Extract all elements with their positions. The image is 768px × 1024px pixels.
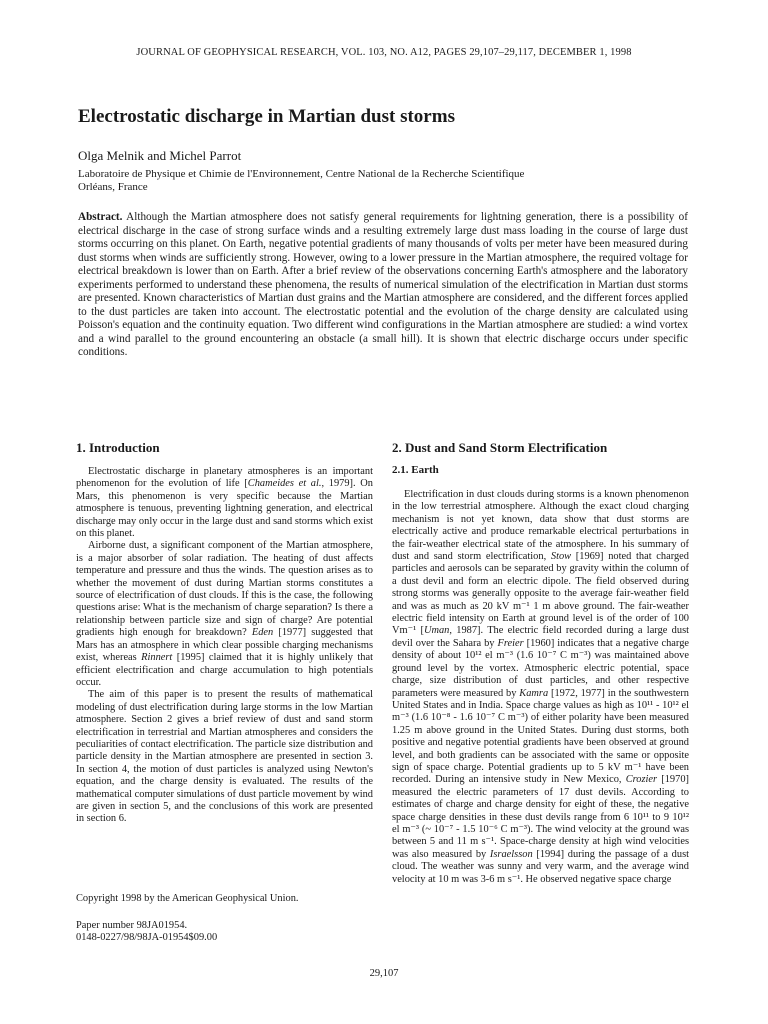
- text-run: [1994] during the passage of a dust cloud. The weather was sunny and very warm, and the average wind velocity at 10 m was 3-6 m s⁻¹. He observed negative space charge: [392, 848, 690, 885]
- citation: Crozier: [625, 774, 658, 786]
- abstract: [78, 211, 688, 360]
- citation: Israelsson: [489, 848, 533, 860]
- abstract-text: Although the Martian atmosphere does not satisfy general requirements for lightning generation, there is a possibility of electrical discharge in the case of strong surface winds and a resulting extremely large dust mass loading in the course of large dust storms occurring on this planet. On Earth, negative potential gradients of many thousands of volts per meter have been measured during dust storms when winds are sufficiently strong. However, owing to a lower pressure in the Martian atmosphere, the required voltage for electrical breakdown is lower than on Earth. After a brief review of the observations concerning Earth's atmosphere and the laboratory experiments performed to understand these phenomena, the results of numerical simulation of the electrification in Martian dust storms are presented. Known characteristics of Martian dust grains and the Martian atmosphere are considered, and the different forces applied to the dust particles are taken into account. The electrostatic potential and the evolution of the charge density are calculated using Poisson's equation and the continuity equation. Two different wind configurations in the Martian atmosphere are studied: a wind vortex and a wind parallel to the ground encountering an obstacle (a small hill). It is shown that electric discharge occurs under specific conditions.: [78, 211, 688, 359]
- issn: 0148-0227/98/98JA-01954$09.00: [76, 932, 218, 944]
- text-run: [1995] claimed that it is highly unlikely that efficient electrification and charge accumulation to high potentials occur.: [76, 652, 373, 688]
- paper-number: Paper number 98JA01954.: [76, 920, 188, 931]
- paragraph: The aim of this paper is to present the results of mathematical modeling of dust electrification during large storms in the low Martian atmosphere. Section 2 gives a brief review of dust and sand storm electrification in terrestrial and Martian atmospheres and considers the peculiarities of contact electrification. The particle size distribution and particle density in the Martian atmosphere are presented in section 3. In section 4, the motion of dust particles is analyzed using Newton's equation, and the charge density is evaluated. The results of the mathematical computer simulations of dust particle movement by wind are given in section 5, and the conclusions of this work are presented in section 6.: [76, 689, 373, 825]
- citation: Eden: [251, 627, 274, 639]
- paragraph: [76, 466, 373, 540]
- article-title: Electrostatic discharge in Martian dust storms: [78, 106, 455, 127]
- affiliation: [78, 168, 698, 194]
- text-run: [1977] suggested that Mars has an atmosphere in which clear possible charging mechanisms exist, whereas: [76, 627, 373, 664]
- citation: Uman: [423, 625, 450, 637]
- copyright-notice: Copyright 1998 by the American Geophysical Union.: [76, 893, 299, 904]
- citation: Chameides et al.: [247, 478, 322, 490]
- paper-number-block: [76, 920, 373, 945]
- affiliation-line: Laboratoire de Physique et Chimie de l'Environnement, Centre National de la Recherche Scientifique: [78, 168, 525, 180]
- citation: Rinnert: [141, 652, 173, 664]
- running-head: JOURNAL OF GEOPHYSICAL RESEARCH, VOL. 103, NO. A12, PAGES 29,107–29,117, DECEMBER 1, 1998: [136, 47, 632, 58]
- paragraph: [76, 540, 373, 689]
- paragraph: [392, 489, 689, 886]
- section-heading-introduction: 1. Introduction: [76, 440, 160, 455]
- text-run: , 1987]. The electric field recorded during a large dust devil over the Sahara by: [392, 625, 690, 649]
- text-run: [1970] measured the electric parameters of 17 dust devils. According to estimates of charge and charge density for eight of these, the negative space charge densities in these dust devils range from 6 10¹¹ to 9 10¹² el m⁻³ (~ 10⁻⁷ - 1.5 10⁻⁶ C m⁻³). The wind velocity at the ground was between 5 and 11 m s⁻¹. Space-charge density at high wind velocities was also measured by: [392, 774, 689, 860]
- left-column: [76, 440, 373, 826]
- text-run: [1960] indicates that a negative charge density of about 10¹² el m⁻³ (1.6 10⁻⁷ C m⁻³) was maintained above ground level by the vortex. Atmospheric electric potential, space charge, size distribution of dust particles, and other respective parameters were measured by: [392, 637, 689, 699]
- citation: Freier: [497, 637, 524, 649]
- text-run: [1972, 1977] in the southwestern United States and in India. Space charge values as high as 10¹¹ - 10¹² el m⁻³ (1.6 10⁻⁸ - 1.6 10⁻⁷ C m⁻³) of either polarity have been measured 1.25 m above ground in the United States. During dust storms, both positive and negative potential gradients have been observed at ground level, and both gradients can be associated with the same or opposite sign of space charge. Potential gradients up to 5 kV m⁻¹ have been recorded. During an intensive study in New Mexico,: [392, 687, 689, 786]
- text-run: Airborne dust, a significant component of the Martian atmosphere, is a major absorber of solar radiation. The heating of dust affects temperature and pressure and thus the winds. The question arises as to whether the movement of dust during Martian storms constitutes a source of electrification of dust clouds. If this is the case, the following questions arise: What is the mechanism of charge separation? Is there a relationship between particle size and sign of charge? Are potential gradients high enough for breakdown?: [76, 540, 373, 639]
- citation: Kamra: [519, 687, 549, 699]
- abstract-label: Abstract.: [78, 211, 123, 223]
- right-column: [392, 440, 689, 886]
- text-run: , 1979]. On Mars, this phenomenon is very specific because the Martian atmosphere is tenuous, preventing lightning generation, and electrical discharge may only occur in the large dust and sand storms which exist on this planet.: [76, 478, 373, 540]
- affiliation-line: Orléans, France: [78, 181, 148, 193]
- text-run: Electrostatic discharge in planetary atmospheres is an important phenomenon for the evolution of life [: [76, 466, 373, 490]
- citation: Stow: [550, 551, 572, 563]
- text-run: Electrification in dust clouds during storms is a known phenomenon in the low terrestrial atmosphere. Although the exact cloud charging mechanism is not yet known, data show that dust storms are electrically active and produce remarkable electrical perturbations in the fair-weather electrical state of the atmosphere. In his summary of dust and sand storm electrification,: [392, 489, 689, 563]
- subsection-heading-earth: 2.1. Earth: [392, 464, 439, 476]
- section-heading-dust-storm: 2. Dust and Sand Storm Electrification: [392, 440, 608, 455]
- text-run: [1969] noted that charged particles and aerosols can be separated by gravity within the column of a dust devil and form an electric dipole. The field observed during strong storms was generally opposite to the average fair-weather field and was as much as 20 kV m⁻¹ 1 m above ground. The fair-weather electric field intensity on Earth at ground level is of the order of 100 Vm⁻¹ [: [392, 551, 689, 637]
- author-list: Olga Melnik and Michel Parrot: [78, 148, 242, 163]
- page-number: 29,107: [369, 968, 399, 979]
